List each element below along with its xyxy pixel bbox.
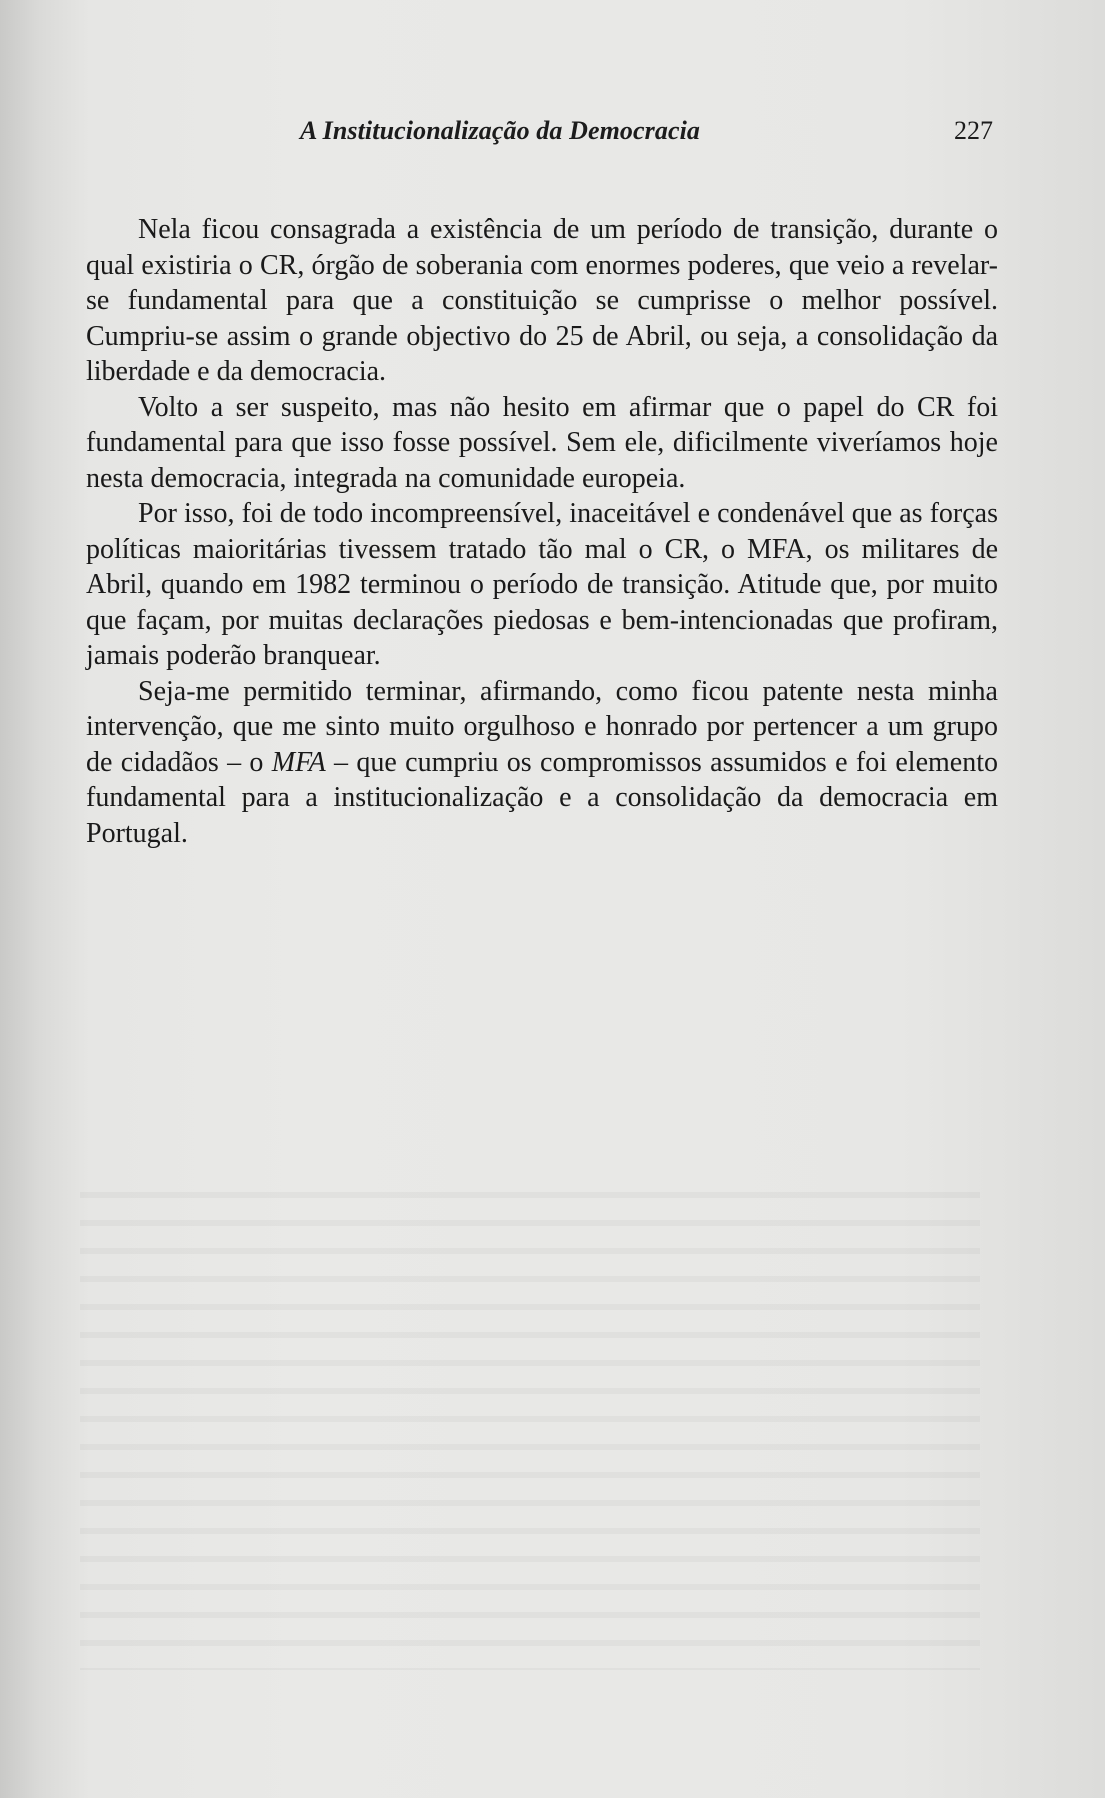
bleed-through-texture: [80, 1170, 980, 1670]
paragraph: [86, 674, 998, 852]
running-title: A Institucionalização da Democracia: [300, 116, 701, 145]
body-text: [86, 212, 998, 851]
paragraph: Volto a ser suspeito, mas não hesito em afirmar que o papel do CR foi fundamental para que isso fosse possível. Sem ele, dificilmente viveríamos hoje nesta democracia, integrada na comunidade europeia.: [86, 391, 998, 494]
paragraph-text-before: Seja-me permitido terminar, afirmando, como ficou patente nesta minha intervenção, que me sinto muito orgulhoso e honrado por pertencer a um grupo de cidadãos – o: [86, 675, 998, 778]
paragraph: Nela ficou consagrada a existência de um período de transição, durante o qual existiria o CR, órgão de soberania com enormes poderes, que veio a revelar-se fundamental para que a constituição se cumprisse o melhor possível. Cumpriu-se assim o grande objectivo do 25 de Abril, ou seja, a consolidação da liberdade e da democracia.: [86, 214, 998, 387]
page-number: 227: [954, 116, 993, 145]
paragraph: Por isso, foi de todo incompreensível, inaceitável e condenável que as forças políticas maioritárias tivessem tratado tão mal o CR, o MFA, os militares de Abril, quando em 1982 terminou o período de transição. Atitude que, por muito que façam, por muitas declarações piedosas e bem-intencionadas que profiram, jamais poderão branquear.: [86, 498, 998, 671]
paragraph-text-after: – que cumpriu os compromissos assumidos e foi elemento fundamental para a institucionalização e a consolidação da democracia em Portugal.: [86, 746, 999, 849]
page-header: [0, 116, 1105, 156]
emphasized-acronym: MFA: [271, 746, 326, 778]
